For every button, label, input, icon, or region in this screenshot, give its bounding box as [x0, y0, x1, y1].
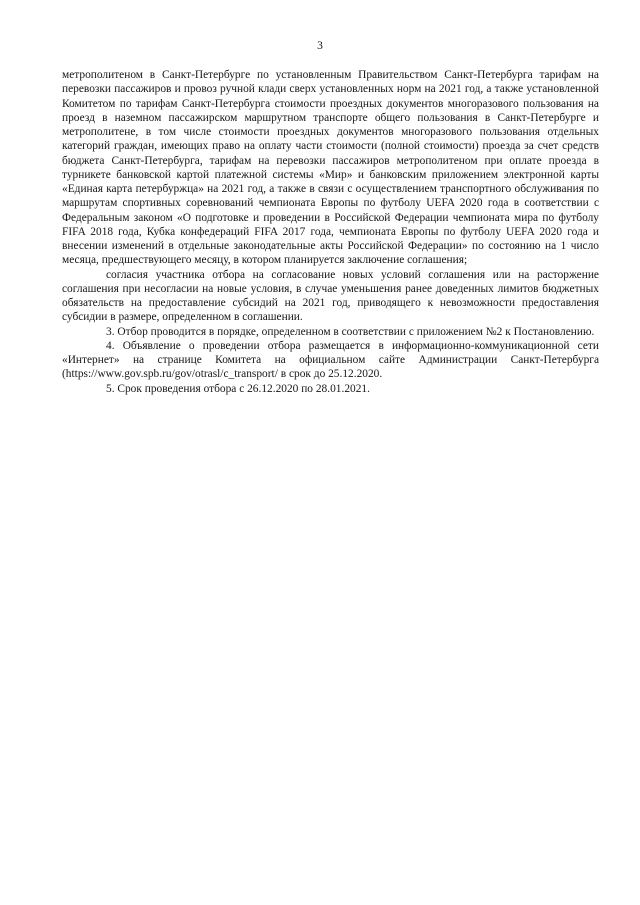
paragraph-item-4: 4. Объявление о проведении отбора размещается в информационно-коммуникационной сети «Интернет» на странице Комитета на официальном сайте Администрации Санкт-Петербурга (https://www.gov.spb.ru/gov/otrasl/c_transport/ в срок до 25.12.2020. — [62, 339, 599, 381]
paragraph-consent-clause: согласия участника отбора на согласование новых условий соглашения или на расторжение соглашения при несогласии на новые условия, в случае уменьшения ранее доведенных лимитов бюджетных обязательств на предоставление субсидий на 2021 год, приводящего к невозможности предоставления субсидии в размере, определенном в соглашении. — [62, 268, 599, 324]
page-number: 3 — [317, 40, 323, 52]
paragraph-item-3: 3. Отбор проводится в порядке, определенном в соответствии с приложением №2 к Постановлению. — [106, 325, 595, 338]
paragraph-item-5: 5. Срок проведения отбора с 26.12.2020 по 28.01.2021. — [106, 382, 370, 395]
document-body — [62, 68, 599, 396]
paragraph-continuation: метрополитеном в Санкт-Петербурге по установленным Правительством Санкт-Петербурга тарифам на перевозки пассажиров и провоз ручной клади сверх установленных норм на 2021 год, а также установленной Комитетом по тарифам Санкт-Петербурга стоимости проездных документов многоразового пользования на проезд в наземном пассажирском маршрутном транспорте общего пользования в Санкт-Петербурге и метрополитене, в том числе стоимости проездных документов многоразового пользования отдельных категорий граждан, имеющих право на оплату части стоимости (полной стоимости) проезда за счет средств бюджета Санкт-Петербурга, тарифам на перевозки пассажиров метрополитеном при оплате проезда в турникете банковской картой платежной системы «Мир» и банковским приложением электронной карты «Единая карта петербуржца» на 2021 год, а также в связи с осуществлением транспортного обслуживания по маршрутам спортивных соревнований чемпионата Европы по футболу UEFA 2020 года в соответствии с Федеральным законом «О подготовке и проведении в Российской Федерации чемпионата мира по футболу FIFA 2018 года, Кубка конфедераций FIFA 2017 года, чемпионата Европы по футболу UEFA 2020 года и внесении изменений в отдельные законодательные акты Российской Федерации» по состоянию на 1 число месяца, предшествующего месяцу, в котором планируется заключение соглашения; — [62, 69, 599, 267]
